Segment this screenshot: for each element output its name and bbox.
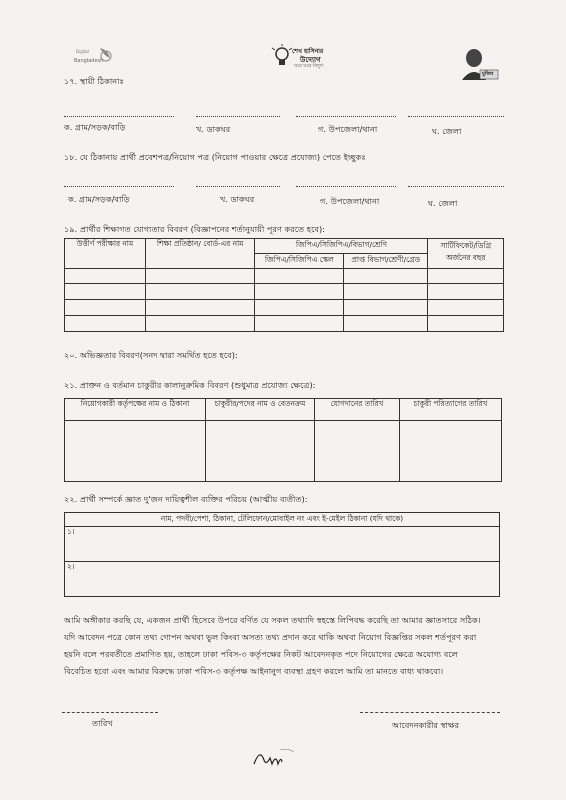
table-cell[interactable] [145,300,255,316]
svg-text:Digital: Digital [76,49,89,54]
table-cell[interactable] [344,268,428,284]
declaration-line-1: আমি অঙ্গীকার করছি যে, একজন প্রার্থী হিসেবে উপরে বর্ণিত যে সকল তথ্যাদি স্বহস্তে লিপিবদ্ধ করেছি তা আমার জ্ঞাতসারে সঠিক। [64,615,481,625]
reference-row-2-label: ২। [67,562,75,571]
table-cell[interactable] [255,300,344,316]
col-post: চাকুরীর/পদের নাম ও বেতনক্রম [206,399,315,421]
col-division: প্রাপ্ত বিভাগ/শ্রেণী/গ্রেড [344,253,428,268]
date-label: তারিখ [92,718,113,728]
table-cell[interactable] [145,316,255,332]
declaration-line-4: বিবেচিত হবো এবং আমার বিরুদ্ধে ঢাকা পবিস-৩ কর্তৃপক্ষ আইনানুগ ব্যবস্থা গ্রহণ করলে আমি তা মানতে বাধ্য থাকবো। [64,666,444,676]
s17-field-district: ঘ. জেলা [432,126,462,136]
col-gpa-scale: জিপিএ/সিজিপিএ স্কেল [255,253,344,268]
table-cell[interactable] [315,421,400,482]
s17-field-upazila: গ. উপজেলা/থানা [318,124,378,134]
s18-field-upazila: গ. উপজেলা/থানা [320,196,380,206]
s20-title: ২০. অভিজ্ঞতার বিবরণ(সনদ দ্বারা সমর্থিত হতে হবে): [64,350,238,360]
employment-table [64,398,502,482]
table-cell[interactable] [344,316,428,332]
bulb-icon [270,44,294,72]
table-cell[interactable] [65,300,146,316]
right-logo-text: মুজিব [482,71,494,77]
col-exam: উত্তীর্ণ পরীক্ষার নাম [65,239,146,269]
center-logo [270,44,350,74]
table-cell[interactable] [145,284,255,300]
declaration-line-3: হয়নি বলে পরবর্তীতে প্রমাণিত হয়, তাহলে ঢাকা পবিস-৩ কর্তৃপক্ষের নিকট আবেদনকৃত পদে নিয়োগের ক্ষেত্রে অযোগ্য বলে [64,649,458,659]
table-cell[interactable] [400,421,502,482]
signature-line[interactable] [360,712,500,713]
col-join: যোগদানের তারিখ [315,399,400,421]
reference-row-2[interactable] [65,562,500,597]
s18-postoffice-line[interactable] [196,186,280,187]
s19-title: ১৯. প্রার্থীর শিক্ষাগত যোগ্যতার বিবরণ (বিজ্ঞাপনের শর্তানুযায়ী পূরণ করতে হবে): [64,224,325,234]
table-cell[interactable] [65,284,146,300]
reference-row-1[interactable] [65,527,500,562]
portrait-emblem-icon [456,44,500,86]
left-logo [70,44,118,70]
table-cell[interactable] [428,300,504,316]
col-employer: নিয়োগকারী কর্তৃপক্ষের নাম ও ঠিকানা [65,399,206,421]
s21-title: ২১. প্রাক্তন ও বর্তমান চাকুরীর কালানুক্রমিক বিবরণ (শুধুমাত্র প্রযোজ্য ক্ষেত্রে): [64,380,316,390]
table-cell[interactable] [255,316,344,332]
s17-postoffice-line[interactable] [196,116,280,117]
s17-upazila-line[interactable] [296,116,396,117]
s17-field-postoffice: খ. ডাকঘর [196,124,231,134]
s17-field-village: ক. গ্রাম/সড়ক/বাড়ি [64,122,126,132]
left-logo-text: Bangladesh [74,58,104,64]
s18-district-line[interactable] [408,186,504,187]
education-table [64,238,504,332]
digital-bangladesh-logo-icon [70,44,118,70]
table-cell[interactable] [428,268,504,284]
s17-title: ১৭. স্থায়ী ঠিকানাঃ [64,76,124,86]
declaration-paragraph [64,612,509,680]
handwritten-initial-icon [250,742,306,772]
s18-title: ১৮. যে ঠিকানায় প্রার্থী প্রবেশপত্র/নিয়োগ পত্র (নিয়োগ পাওয়ার ক্ষেত্রে প্রযোজ্য) পেতে ইচ্ছুকঃ [64,152,366,162]
s18-upazila-line[interactable] [296,186,396,187]
signature-label: আবেদনকারীর স্বাক্ষর [392,720,460,730]
col-leave: চাকুরী পরিত্যাগের তারিখ [400,399,502,421]
col-gpa-group: জিপিএ/সিজিপিএ/বিভাগ/শ্রেণি [255,239,428,254]
s18-field-village: ক. গ্রাম/সড়ক/বাড়ি [68,194,130,204]
s22-title: ২২. প্রার্থী সম্পর্কে জ্ঞাত দু'জন দায়িত্বশীল ব্যক্তির পরিচয় (আত্মীয় ব্যতীত): [64,494,308,504]
table-cell[interactable] [145,268,255,284]
table-cell[interactable] [206,421,315,482]
right-logo [456,44,500,86]
s17-district-line[interactable] [408,116,504,117]
col-institution: শিক্ষা প্রতিষ্ঠান/ বোর্ড-এর নাম [145,239,255,269]
table-cell[interactable] [428,284,504,300]
table-cell[interactable] [428,316,504,332]
center-logo-line1: শেখ হাসিনার [292,48,324,55]
s18-village-line[interactable] [64,186,174,187]
references-table [64,512,500,597]
col-year: সার্টিফিকেট/ডিগ্রি অর্জনের বছর [428,239,504,269]
table-cell[interactable] [65,316,146,332]
table-cell[interactable] [255,268,344,284]
center-logo-line2: উদ্যোগ [300,56,321,64]
reference-row-1-label: ১। [67,527,75,536]
table-cell[interactable] [65,268,146,284]
s18-field-district: ঘ. জেলা [428,198,458,208]
table-cell[interactable] [344,300,428,316]
table-cell[interactable] [344,284,428,300]
s18-field-postoffice: খ. ডাকঘর [220,194,255,204]
date-line[interactable] [62,712,158,713]
declaration-line-2: যদি আবেদন পত্রে কোন তথ্য গোপন অথবা ভুল কিংবা অসত্য তথ্য প্রদান করে থাকি অথবা নিয়োগ বিজ্ঞপ্তির সকল শর্তপূরণ করা [64,632,477,642]
references-header: নাম, পদবী/পেশা, ঠিকানা, টেলিফোন/মোবাইল নং এবং ই-মেইল ঠিকানা (যদি থাকে) [65,513,500,527]
table-cell[interactable] [65,421,206,482]
center-logo-line3: ঘরে ঘরে বিদ্যুৎ [294,63,324,69]
table-cell[interactable] [255,284,344,300]
s17-village-line[interactable] [64,116,174,117]
